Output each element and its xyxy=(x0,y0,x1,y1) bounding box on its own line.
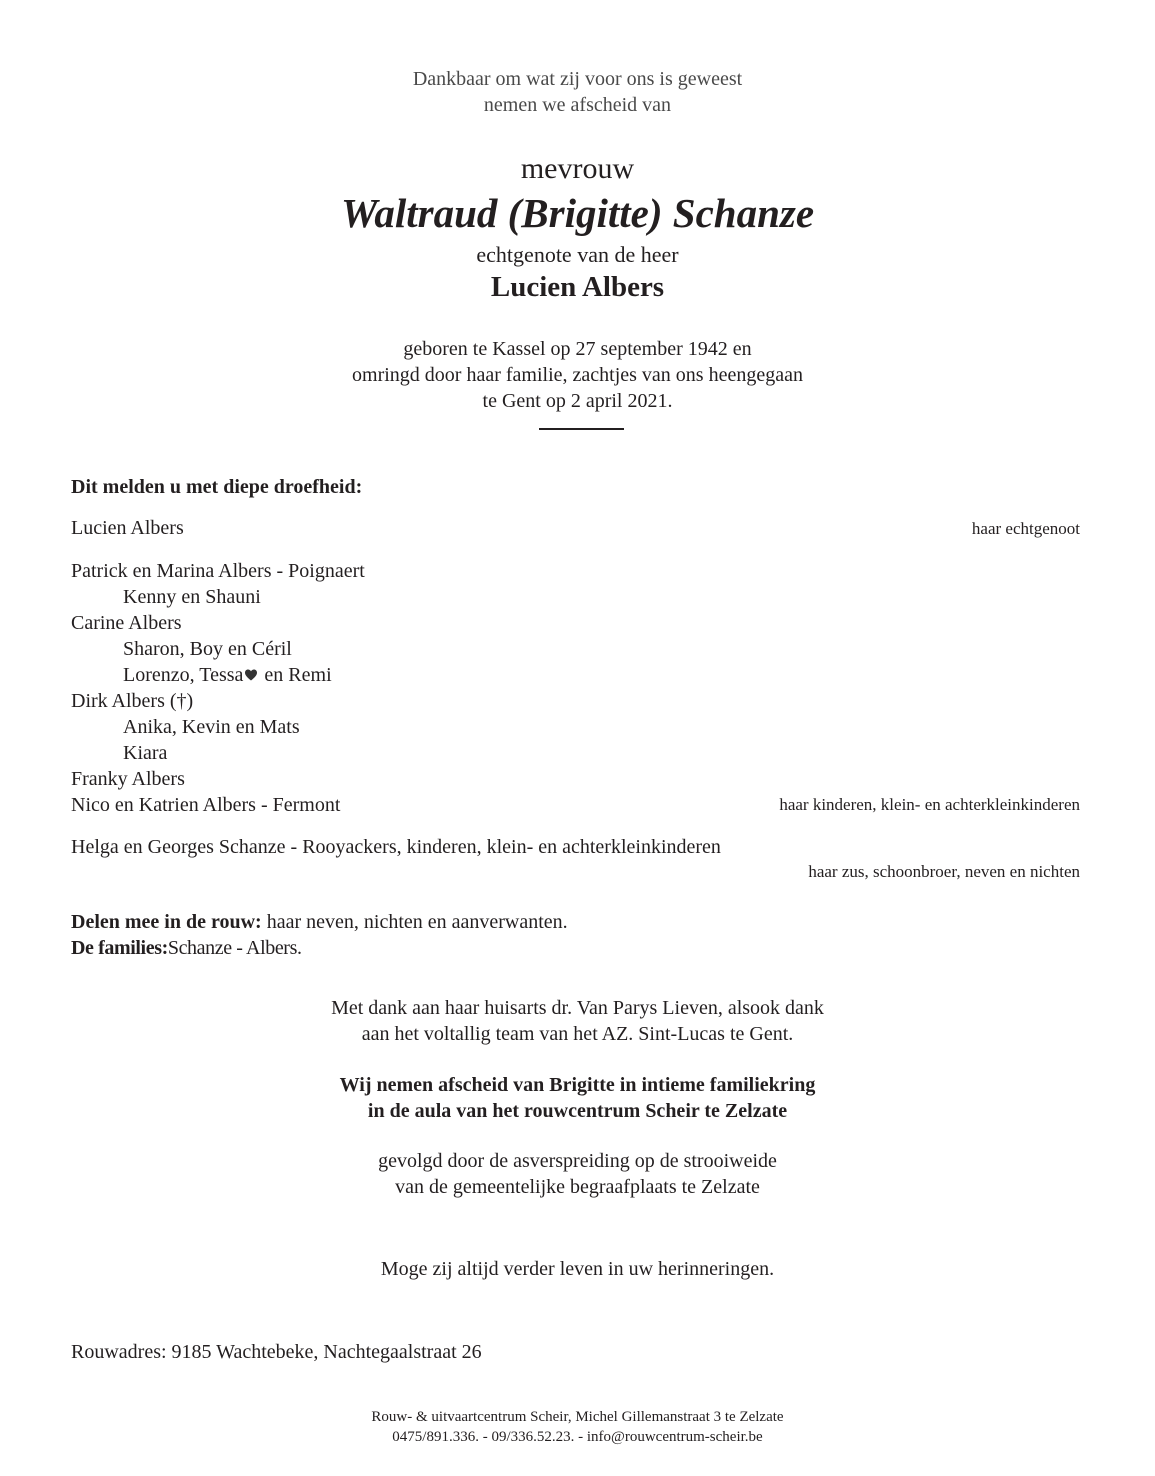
intro-line-2: nemen we afscheid van xyxy=(483,94,672,116)
children-role: haar kinderen, klein- en achterkleinkinderen xyxy=(779,795,1080,814)
deceased-name: Waltraud (Brigitte) Schanze xyxy=(340,190,815,236)
thanks-line-1: Met dank aan haar huisarts dr. Van Parys Lieven, alsook dank xyxy=(331,997,824,1019)
divider xyxy=(539,428,624,430)
mourning-line xyxy=(71,909,568,935)
scattering-line-2: van de gemeentelijke begraafplaats te Zelzate xyxy=(395,1176,760,1198)
family-item: Dirk Albers (†) xyxy=(71,690,194,712)
scattering-text xyxy=(0,1148,1155,1200)
sister-entry: Helga en Georges Schanze - Rooyackers, kinderen, klein- en achterkleinkinderen xyxy=(71,836,721,858)
mourning-text: haar neven, nichten en aanverwanten. xyxy=(261,911,568,933)
thanks-line-2: aan het voltallig team van het AZ. Sint-Lucas te Gent. xyxy=(361,1023,794,1045)
family-item: Franky Albers xyxy=(71,768,185,790)
birth-death-text xyxy=(0,336,1155,414)
spouse-role: haar echtgenoot xyxy=(971,519,1080,538)
thanks-text xyxy=(0,995,1155,1047)
family-item: Sharon, Boy en Céril xyxy=(123,638,292,660)
spouse-name: Lucien Albers xyxy=(490,271,665,303)
families-line xyxy=(71,935,302,961)
mourning-address: Rouwadres: 9185 Wachtebeke, Nachtegaalstraat 26 xyxy=(71,1341,482,1363)
children-list xyxy=(71,558,365,818)
family-item: Patrick en Marina Albers - Poignaert xyxy=(71,560,365,582)
family-item: Nico en Katrien Albers - Fermont xyxy=(71,794,341,816)
family-item: Kenny en Shauni xyxy=(123,586,261,608)
mourning-label: Delen mee in de rouw: xyxy=(71,911,262,933)
scattering-line-1: gevolgd door de asverspreiding op de strooiweide xyxy=(378,1150,777,1172)
families-label: De families: xyxy=(71,937,168,959)
ceremony-text xyxy=(0,1072,1155,1124)
family-item: Anika, Kevin en Mats xyxy=(123,716,300,738)
announcement-heading: Dit melden u met diepe droefheid: xyxy=(71,476,363,498)
family-item: Carine Albers xyxy=(71,612,182,634)
relation-text: echtgenote van de heer xyxy=(476,242,679,267)
intro-text xyxy=(0,66,1155,118)
families-text: Schanze - Albers. xyxy=(167,937,302,959)
footer-line-2: 0475/891.336. - 09/336.52.23. - info@rouwcentrum-scheir.be xyxy=(392,1429,763,1445)
ceremony-line-2: in de aula van het rouwcentrum Scheir te Zelzate xyxy=(367,1100,788,1122)
closing-text: Moge zij altijd verder leven in uw herinneringen. xyxy=(380,1258,775,1280)
deceased-title: mevrouw xyxy=(520,152,635,185)
heart-icon xyxy=(244,663,258,677)
family-item xyxy=(71,662,365,688)
family-item-text: Lorenzo, Tessa xyxy=(123,664,244,686)
birth-line-3: te Gent op 2 april 2021. xyxy=(482,390,673,412)
sister-role: haar zus, schoonbroer, neven en nichten xyxy=(808,862,1080,881)
ceremony-line-1: Wij nemen afscheid van Brigitte in intieme familiekring xyxy=(339,1074,816,1096)
birth-line-2: omringd door haar familie, zachtjes van ons heengegaan xyxy=(352,364,803,386)
spouse-entry: Lucien Albers xyxy=(71,517,184,539)
birth-line-1: geboren te Kassel op 27 september 1942 en xyxy=(403,338,752,360)
family-item-text: en Remi xyxy=(259,664,332,686)
intro-line-1: Dankbaar om wat zij voor ons is geweest xyxy=(412,68,743,90)
family-item: Kiara xyxy=(123,742,168,764)
funeral-home-footer xyxy=(0,1407,1155,1447)
footer-line-1: Rouw- & uitvaartcentrum Scheir, Michel Gillemanstraat 3 te Zelzate xyxy=(371,1409,784,1425)
